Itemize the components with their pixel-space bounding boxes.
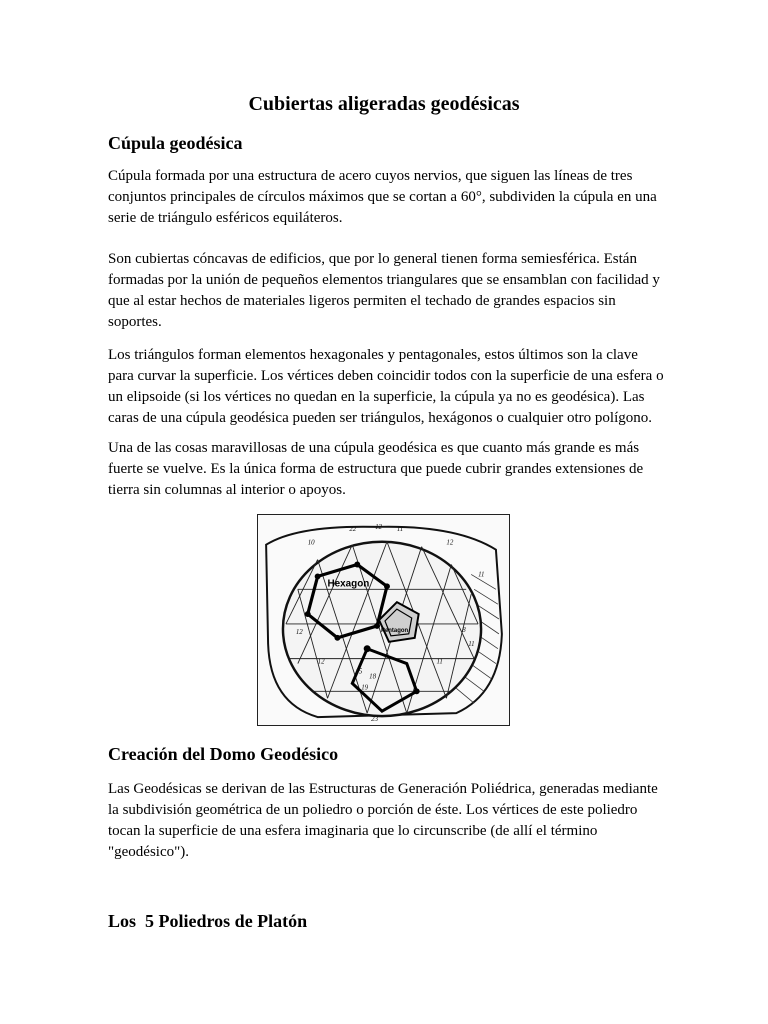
paragraph-4: Una de las cosas maravillosas de una cúpula geodésica es que cuanto más grande es más fuerte se vuelve. Es la única forma de estructura que puede cubrir grandes extensiones de tierra sin columnas al interior o apoyos. xyxy=(108,440,644,498)
figure-number: 22 xyxy=(349,525,357,533)
figure-number: 19 xyxy=(361,684,369,692)
geodesic-dome-figure xyxy=(257,514,510,726)
pentagon-label: Pentagon xyxy=(381,627,409,634)
document-title: Cubiertas aligeradas geodésicas xyxy=(248,93,520,115)
section-heading-poliedros: Los 5 Poliedros de Platón xyxy=(108,911,308,931)
figure-number: 10 xyxy=(307,539,315,547)
figure-number: 11 xyxy=(478,571,485,579)
paragraph-1: Cúpula formada por una estructura de acero cuyos nervios, que siguen las líneas de tres conjuntos principales de círculos máximos que se cortan a 60°, subdividen la cúpula en una serie de triángulo esféricos equiláteros. xyxy=(108,168,657,226)
figure-number: 8 xyxy=(462,626,466,634)
figure-number: 12 xyxy=(295,628,303,636)
paragraph-5: Las Geodésicas se derivan de las Estructuras de Generación Poliédrica, generadas mediante la subdivisión geométrica de un poliedro o porción de éste. Los vértices de este poliedro tocan la superficie de una esfera imaginaria que lo circunscribe (de allí el término "geodésico"). xyxy=(108,781,658,860)
paragraph-2: Son cubiertas cóncavas de edificios, que por lo general tienen forma semiesférica. Están formadas por la unión de pequeños elementos triangulares que se ensamblan con facilidad y que al estar hechos de materiales ligeros permiten el techado de grandes espacios sin soportes. xyxy=(108,251,660,330)
figure-number: 11 xyxy=(468,640,475,648)
figure-number: 23 xyxy=(371,716,379,724)
figure-number: 18 xyxy=(369,673,377,681)
figure-number: 12 xyxy=(317,658,325,666)
section-heading-creacion: Creación del Domo Geodésico xyxy=(108,744,339,764)
hexagon-label: Hexagon xyxy=(327,578,370,590)
section-heading-cupula: Cúpula geodésica xyxy=(108,133,243,153)
geodesic-dome-illustration xyxy=(258,515,509,725)
figure-number: 12 xyxy=(375,523,383,531)
paragraph-3: Los triángulos forman elementos hexagonales y pentagonales, estos últimos son la clave para curvar la superficie. Los vértices deben coincidir todos con la superficie de una esfera o un elipsoide (si los vértices no quedan en la superficie, la cúpula ya no es geodésica). Las caras de una cúpula geodésica pueden ser triángulos, hexágonos o cualquier otro polígono. xyxy=(108,347,664,426)
figure-number: 12 xyxy=(446,539,454,547)
figure-number: 11 xyxy=(436,658,443,666)
figure-number: 15 xyxy=(355,668,363,676)
figure-number: 11 xyxy=(396,525,404,533)
